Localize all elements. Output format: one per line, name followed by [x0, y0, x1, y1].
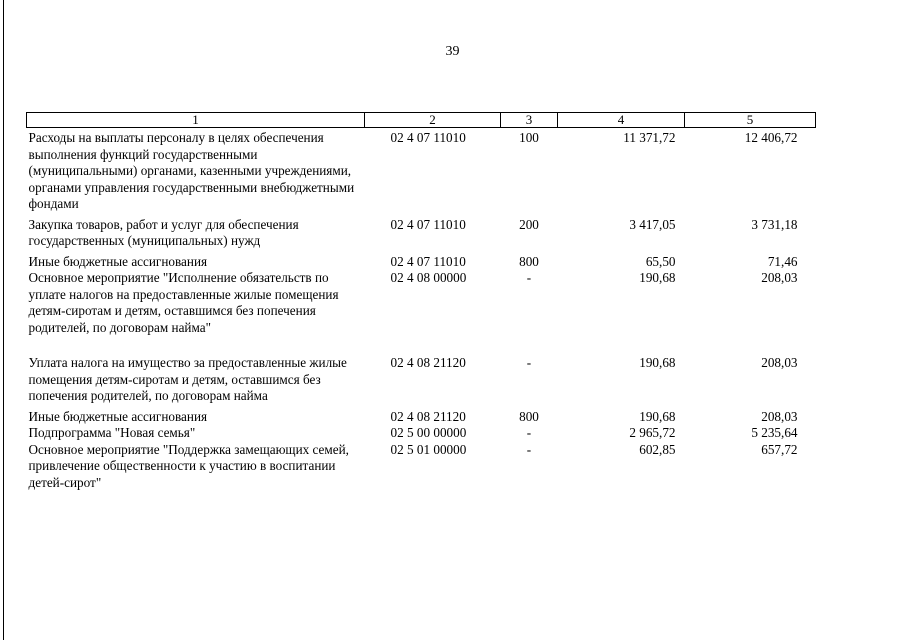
- row-value-1: 190,68: [639, 355, 676, 370]
- row-type: -: [526, 441, 532, 457]
- table-row: [27, 425, 816, 442]
- row-value-2: 208,03: [761, 355, 798, 370]
- row-value-2: 208,03: [761, 408, 798, 424]
- row-value-1: 190,68: [639, 270, 676, 285]
- row-value-2: 71,46: [767, 253, 798, 269]
- row-type: -: [526, 425, 532, 440]
- row-code: 02 4 08 00000: [390, 270, 467, 285]
- row-type: 800: [519, 253, 539, 269]
- row-value-1: 65,50: [645, 253, 676, 269]
- row-name: Иные бюджетные ассигнования: [28, 253, 208, 269]
- row-code: 02 5 00 00000: [390, 425, 467, 440]
- table-header-row: [27, 113, 816, 128]
- row-value-2: 5 235,64: [751, 425, 798, 440]
- row-value-2: 3 731,18: [751, 216, 798, 232]
- row-name: Расходы на выплаты персоналу в целях обеспечения выполнения функций государственными (муниципальными) органами, казенными учреждениями, органами управления государственными внебюджетными фондами: [28, 130, 355, 211]
- table-row: [27, 217, 816, 254]
- row-code: 02 4 07 11010: [390, 216, 466, 232]
- row-name: Уплата налога на имущество за предоставленные жилые помещения детям-сиротам и детям, оставшимся без попечения родителей, по договорам найма: [28, 355, 347, 403]
- row-value-1: 2 965,72: [629, 425, 676, 440]
- row-type: -: [526, 355, 532, 370]
- row-code: 02 4 08 21120: [390, 408, 466, 424]
- row-value-1: 190,68: [639, 408, 676, 424]
- row-code: 02 4 08 21120: [390, 355, 466, 370]
- table-row: [27, 442, 816, 492]
- row-code: 02 5 01 00000: [390, 441, 467, 457]
- row-value-1: 602,85: [639, 441, 676, 457]
- page-left-edge: [3, 0, 4, 640]
- row-value-2: 657,72: [761, 441, 798, 457]
- row-name: Иные бюджетные ассигнования: [28, 408, 208, 424]
- table-row: [27, 128, 816, 217]
- row-value-2: 208,03: [761, 270, 798, 285]
- row-type: -: [526, 270, 532, 285]
- table-row: [27, 270, 816, 355]
- page-number: 39: [445, 44, 460, 59]
- budget-table: [26, 112, 816, 491]
- table-row: [27, 409, 816, 426]
- header-col-3: 3: [501, 113, 558, 128]
- row-code: 02 4 07 11010: [390, 130, 466, 145]
- row-value-2: 12 406,72: [744, 130, 798, 145]
- table-row: [27, 355, 816, 409]
- row-type: 100: [519, 130, 539, 145]
- row-name: Основное мероприятие "Исполнение обязательств по уплате налогов на предоставленные жилые помещения детям-сиротам и детям, оставшимся без попечения родителей, по договорам найма": [28, 270, 339, 335]
- header-col-2: 2: [365, 113, 501, 128]
- header-col-4: 4: [558, 113, 685, 128]
- row-name: Основное мероприятие "Поддержка замещающих семей, привлечение общественности к участию в воспитании детей-сирот": [28, 441, 349, 490]
- row-value-1: 3 417,05: [629, 216, 676, 232]
- table-row: [27, 254, 816, 271]
- header-col-1: 1: [27, 113, 365, 128]
- header-col-5: 5: [685, 113, 816, 128]
- row-name: Подпрограмма "Новая семья": [28, 425, 196, 440]
- row-code: 02 4 07 11010: [390, 253, 466, 269]
- row-type: 200: [519, 216, 539, 232]
- row-value-1: 11 371,72: [623, 130, 676, 145]
- row-type: 800: [519, 408, 539, 424]
- row-name: Закупка товаров, работ и услуг для обеспечения государственных (муниципальных) нужд: [28, 216, 299, 248]
